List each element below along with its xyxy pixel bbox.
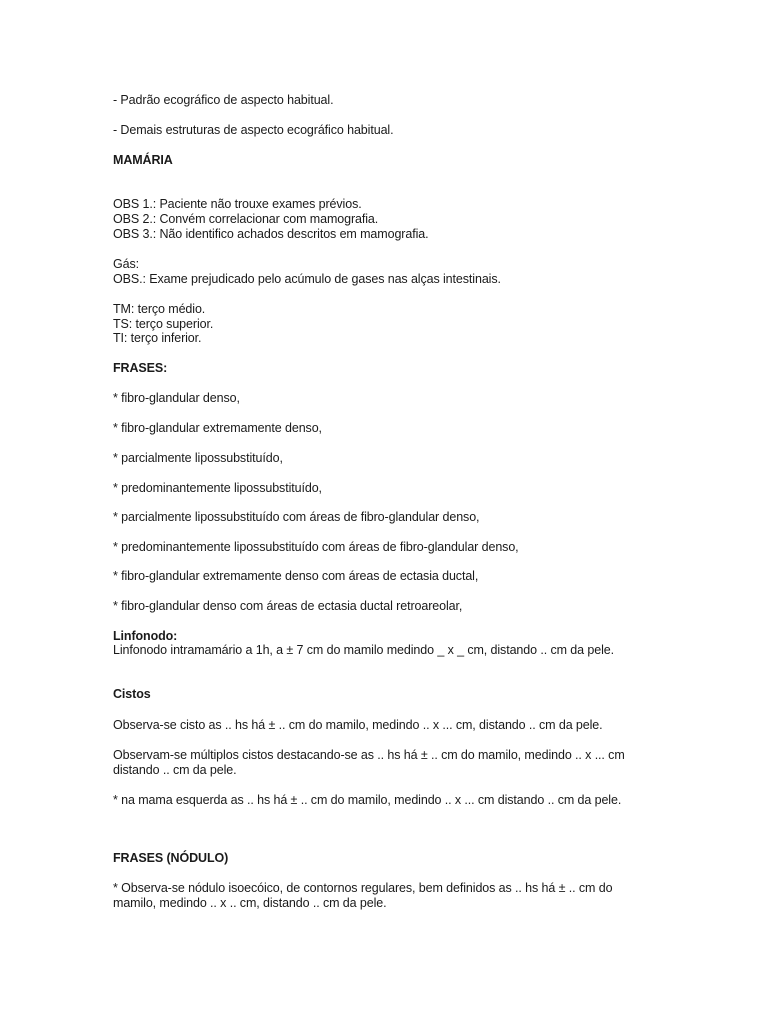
text-line: OBS 3.: Não identifico achados descritos em mamografia. — [113, 227, 429, 241]
text-line: Observa-se cisto as .. hs há ± .. cm do mamilo, medindo .. x ... cm, distando .. cm da pele. — [113, 718, 603, 732]
section-heading-cistos: Cistos — [113, 687, 151, 701]
text-line: TI: terço inferior. — [113, 331, 202, 345]
text-line: - Demais estruturas de aspecto ecográfico habitual. — [113, 123, 394, 137]
text-line: Linfonodo intramamário a 1h, a ± 7 cm do mamilo medindo _ x _ cm, distando .. cm da pele. — [113, 643, 614, 657]
list-item: * fibro-glandular denso, — [113, 391, 240, 405]
section-heading-frases: FRASES: — [113, 361, 168, 375]
list-item: * parcialmente lipossubstituído, — [113, 451, 283, 465]
text-line: TS: terço superior. — [113, 317, 214, 331]
list-item: * parcialmente lipossubstituído com áreas de fibro-glandular denso, — [113, 510, 480, 524]
list-item: * fibro-glandular extremamente denso, — [113, 421, 322, 435]
section-heading-frases-nodulo: FRASES (NÓDULO) — [113, 851, 229, 865]
list-item: * fibro-glandular denso com áreas de ectasia ductal retroareolar, — [113, 599, 463, 613]
text-line: TM: terço médio. — [113, 302, 206, 316]
text-line: mamilo, medindo .. x .. cm, distando .. cm da pele. — [113, 896, 387, 910]
text-line: Gás: — [113, 257, 139, 271]
list-item: * predominantemente lipossubstituído, — [113, 481, 322, 495]
section-heading-linfonodo: Linfonodo: — [113, 629, 178, 643]
text-line: distando .. cm da pele. — [113, 763, 237, 777]
list-item: * predominantemente lipossubstituído com áreas de fibro-glandular denso, — [113, 540, 519, 554]
text-line: - Padrão ecográfico de aspecto habitual. — [113, 93, 334, 107]
list-item: * Observa-se nódulo isoecóico, de contornos regulares, bem definidos as .. hs há ± .. cm do — [113, 881, 613, 895]
list-item: * fibro-glandular extremamente denso com áreas de ectasia ductal, — [113, 569, 479, 583]
text-line: Observam-se múltiplos cistos destacando-se as .. hs há ± .. cm do mamilo, medindo .. x ... cm — [113, 748, 625, 762]
text-line: OBS 2.: Convém correlacionar com mamografia. — [113, 212, 379, 226]
section-heading-mamaria: MAMÁRIA — [113, 153, 173, 167]
text-line: OBS.: Exame prejudicado pelo acúmulo de gases nas alças intestinais. — [113, 272, 501, 286]
text-line: OBS 1.: Paciente não trouxe exames prévios. — [113, 197, 362, 211]
list-item: * na mama esquerda as .. hs há ± .. cm do mamilo, medindo .. x ... cm distando .. cm da pele. — [113, 793, 622, 807]
